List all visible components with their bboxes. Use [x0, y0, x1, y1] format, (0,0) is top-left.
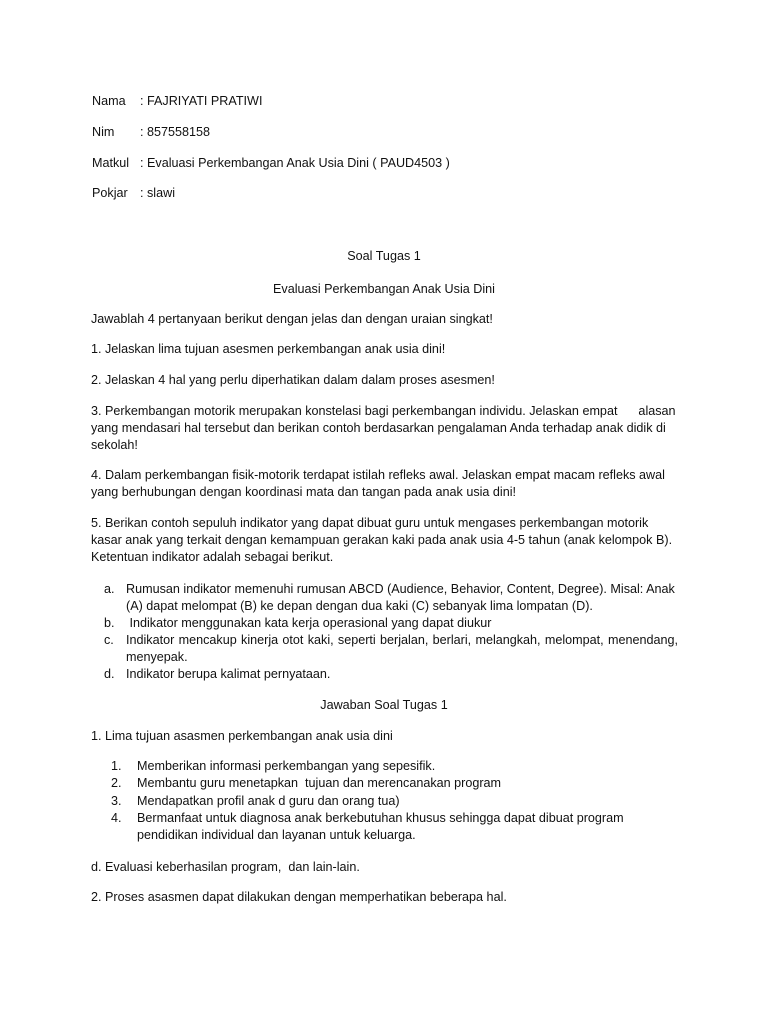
field-value-nim: : 857558158 [140, 125, 211, 139]
answer-1-heading: 1. Lima tujuan asasmen perkembangan anak usia dini [91, 729, 393, 743]
question-1: 1. Jelaskan lima tujuan asesmen perkembangan anak usia dini! [91, 342, 446, 356]
list-item [0, 666, 768, 683]
list-marker: 3. [111, 794, 122, 808]
field-value-pokjar: : slawi [140, 186, 175, 200]
field-label-pokjar: Pokjar [92, 186, 128, 200]
list-marker: a. [104, 582, 115, 596]
field-value-nama: : FAJRIYATI PRATIWI [140, 94, 263, 108]
list-item [0, 793, 768, 810]
list-item [0, 632, 768, 664]
doc-subtitle: Evaluasi Perkembangan Anak Usia Dini [273, 282, 495, 296]
list-marker: 1. [111, 759, 122, 773]
list-item [0, 615, 768, 632]
list-item-text: Bermanfaat untuk diagnosa anak berkebutuhan khusus sehingga dapat dibuat program pendidikan individual dan layanan untuk keluarga. [137, 811, 624, 842]
list-item-text: Mendapatkan profil anak d guru dan orang tua) [137, 794, 400, 808]
list-item [0, 775, 768, 792]
list-marker: 4. [111, 811, 122, 825]
list-item-text: Indikator berupa kalimat pernyataan. [126, 667, 331, 681]
list-item-text: Indikator menggunakan kata kerja operasional yang dapat diukur [126, 616, 492, 630]
list-marker: b. [104, 616, 115, 630]
list-item-text: Memberikan informasi perkembangan yang sepesifik. [137, 759, 436, 773]
list-item-text: Rumusan indikator memenuhi rumusan ABCD (Audience, Behavior, Content, Degree). Misal: Anak (A) dapat melompat (B) ke depan dengan dua kaki (C) sebanyak lima lompatan (D). [126, 582, 675, 613]
list-item-text: Indikator mencakup kinerja otot kaki, seperti berjalan, berlari, melangkah, melompat, menendang, menyepak. [126, 633, 678, 664]
doc-title: Soal Tugas 1 [347, 249, 421, 263]
list-marker: 2. [111, 776, 122, 790]
field-label-nama: Nama [92, 94, 126, 108]
answer-1-extra: d. Evaluasi keberhasilan program, dan lain-lain. [91, 860, 360, 874]
field-label-matkul: Matkul [92, 156, 130, 170]
question-2: 2. Jelaskan 4 hal yang perlu diperhatikan dalam dalam proses asesmen! [91, 373, 495, 387]
list-item [0, 581, 768, 613]
field-label-nim: Nim [92, 125, 115, 139]
answer-title: Jawaban Soal Tugas 1 [320, 698, 448, 712]
question-5: 5. Berikan contoh sepuluh indikator yang dapat dibuat guru untuk mengases perkembangan motorik kasar anak yang terkait dengan kemampuan gerakan kaki pada anak usia 4-5 tahun (anak kelompok B). Ketentuan indikator adalah sebagai berikut. [91, 516, 673, 564]
instruction-text: Jawablah 4 pertanyaan berikut dengan jelas dan dengan uraian singkat! [91, 312, 493, 326]
answer-2-heading: 2. Proses asasmen dapat dilakukan dengan memperhatikan beberapa hal. [91, 890, 507, 904]
question-3: 3. Perkembangan motorik merupakan konstelasi bagi perkembangan individu. Jelaskan empat alasan yang mendasari hal tersebut dan berikan contoh berdasarkan pengalaman Anda terhadap anak didik di sekolah! [91, 404, 680, 452]
list-marker: c. [104, 633, 114, 647]
list-item-text: Membantu guru menetapkan tujuan dan merencanakan program [137, 776, 502, 790]
question-4: 4. Dalam perkembangan fisik-motorik terdapat istilah refleks awal. Jelaskan empat macam refleks awal yang berhubungan dengan koordinasi mata dan tangan pada anak usia dini! [91, 468, 665, 499]
list-item [0, 758, 768, 775]
list-marker: d. [104, 667, 115, 681]
list-item [0, 810, 768, 842]
field-value-matkul: : Evaluasi Perkembangan Anak Usia Dini ( PAUD4503 ) [140, 156, 450, 170]
